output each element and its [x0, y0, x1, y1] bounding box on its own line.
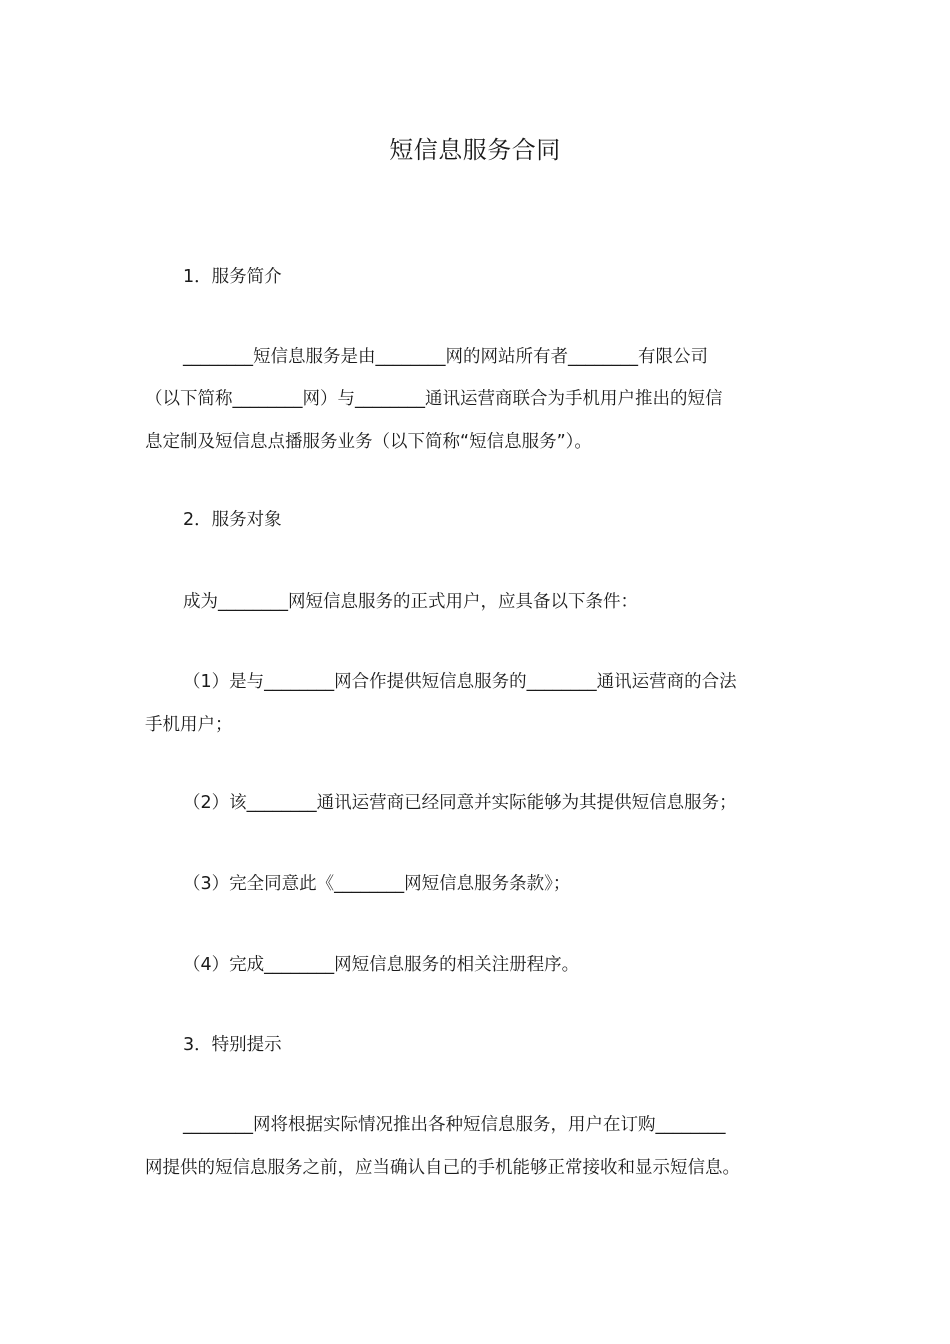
document-title: 短信息服务合同: [389, 136, 561, 164]
paragraph-line: 息定制及短信息点播服务业务（以下简称“短信息服务”）。: [145, 432, 592, 452]
paragraph-line: ________短信息服务是由________网的网站所有者________有限公司: [183, 347, 708, 367]
list-item: （2）该________通讯运营商已经同意并实际能够为其提供短信息服务；: [183, 793, 737, 813]
section-heading-service-target: 2．服务对象: [183, 510, 282, 530]
list-item-continued: 手机用户；: [145, 715, 233, 735]
section-heading-special-notice: 3．特别提示: [183, 1035, 282, 1055]
paragraph-line: 成为________网短信息服务的正式用户，应具备以下条件：: [183, 592, 638, 612]
paragraph-line: 网提供的短信息服务之前，应当确认自己的手机能够正常接收和显示短信息。: [145, 1158, 740, 1178]
list-item: （4）完成________网短信息服务的相关注册程序。: [183, 955, 580, 975]
paragraph-line: （以下简称________网）与________通讯运营商联合为手机用户推出的短信: [145, 389, 723, 409]
list-item: （1）是与________网合作提供短信息服务的________通讯运营商的合法: [183, 672, 737, 692]
section-heading-service-intro: 1．服务简介: [183, 267, 282, 287]
paragraph-line: ________网将根据实际情况推出各种短信息服务，用户在订购________: [183, 1115, 726, 1135]
list-item: （3）完全同意此《________网短信息服务条款》；: [183, 874, 571, 894]
